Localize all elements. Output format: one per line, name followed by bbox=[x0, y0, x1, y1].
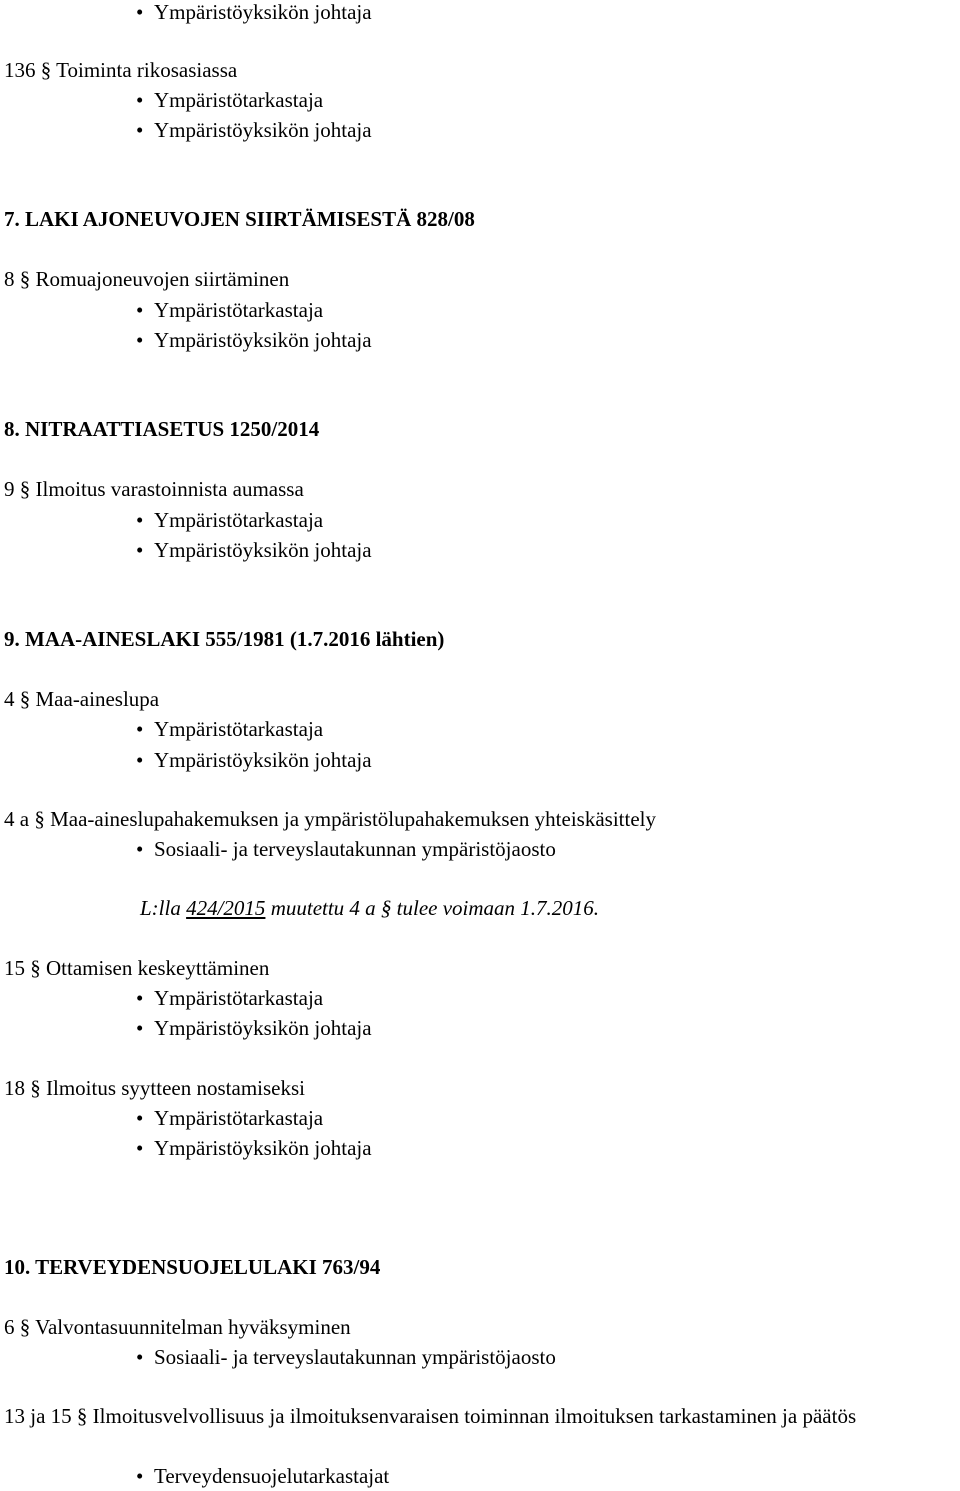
list-item: • Terveydensuojelutarkastajat bbox=[136, 1464, 390, 1488]
bullet-icon: • bbox=[136, 118, 144, 142]
section-heading: 8. NITRAATTIASETUS 1250/2014 bbox=[4, 417, 320, 441]
bullet-icon: • bbox=[136, 1016, 144, 1040]
list-item: • Ympäristötarkastaja bbox=[136, 986, 324, 1010]
section-heading: 9. MAA-AINESLAKI 555/1981 (1.7.2016 lähtien) bbox=[4, 627, 445, 651]
bullet-icon: • bbox=[136, 717, 144, 741]
paragraph-heading: 4 a § Maa-aineslupahakemuksen ja ympäristölupahakemuksen yhteiskäsittely bbox=[4, 807, 656, 831]
bullet-icon: • bbox=[136, 88, 144, 112]
list-item: • Ympäristötarkastaja bbox=[136, 508, 324, 532]
paragraph-heading: 13 ja 15 § Ilmoitusvelvollisuus ja ilmoituksenvaraisen toiminnan ilmoituksen tarkastaminen ja päätös bbox=[4, 1404, 857, 1428]
paragraph-heading: 18 § Ilmoitus syytteen nostamiseksi bbox=[4, 1076, 305, 1100]
bullet-icon: • bbox=[136, 0, 144, 24]
paragraph-heading: 136 § Toiminta rikosasiassa bbox=[4, 58, 238, 82]
list-item: • Ympäristöyksikön johtaja bbox=[136, 118, 372, 142]
law-reference-link[interactable]: 424/2015 bbox=[186, 896, 266, 920]
bullet-icon: • bbox=[136, 1464, 144, 1488]
bullet-icon: • bbox=[136, 328, 144, 352]
bullet-icon: • bbox=[136, 538, 144, 562]
paragraph-heading: 9 § Ilmoitus varastoinnista aumassa bbox=[4, 477, 304, 501]
list-item: • Ympäristöyksikön johtaja bbox=[136, 328, 372, 352]
list-item: • Ympäristötarkastaja bbox=[136, 717, 324, 741]
bullet-icon: • bbox=[136, 1345, 144, 1369]
bullet-icon: • bbox=[136, 508, 144, 532]
bullet-icon: • bbox=[136, 1106, 144, 1130]
list-item: • Ympäristötarkastaja bbox=[136, 298, 324, 322]
list-item: • Ympäristöyksikön johtaja bbox=[136, 1016, 372, 1040]
paragraph-heading: 15 § Ottamisen keskeyttäminen bbox=[4, 956, 270, 980]
list-item: • Ympäristöyksikön johtaja bbox=[136, 748, 372, 772]
amendment-note: L:lla 424/2015 muutettu 4 a § tulee voimaan 1.7.2016. bbox=[140, 896, 600, 920]
bullet-icon: • bbox=[136, 986, 144, 1010]
paragraph-heading: 8 § Romuajoneuvojen siirtäminen bbox=[4, 267, 290, 291]
list-item: • Sosiaali- ja terveyslautakunnan ympäristöjaosto bbox=[136, 1345, 556, 1369]
section-heading: 7. LAKI AJONEUVOJEN SIIRTÄMISESTÄ 828/08 bbox=[4, 207, 475, 231]
paragraph-heading: 4 § Maa-aineslupa bbox=[4, 687, 160, 711]
list-item: • Ympäristötarkastaja bbox=[136, 1106, 324, 1130]
list-item: • Sosiaali- ja terveyslautakunnan ympäristöjaosto bbox=[136, 837, 556, 861]
list-item: • Ympäristöyksikön johtaja bbox=[136, 1136, 372, 1160]
paragraph-heading: 6 § Valvontasuunnitelman hyväksyminen bbox=[4, 1315, 351, 1339]
bullet-icon: • bbox=[136, 1136, 144, 1160]
section-heading: 10. TERVEYDENSUOJELULAKI 763/94 bbox=[4, 1255, 381, 1279]
bullet-icon: • bbox=[136, 748, 144, 772]
list-item: • Ympäristöyksikön johtaja bbox=[136, 0, 372, 24]
list-item: • Ympäristötarkastaja bbox=[136, 88, 324, 112]
bullet-icon: • bbox=[136, 837, 144, 861]
list-item: • Ympäristöyksikön johtaja bbox=[136, 538, 372, 562]
bullet-icon: • bbox=[136, 298, 144, 322]
